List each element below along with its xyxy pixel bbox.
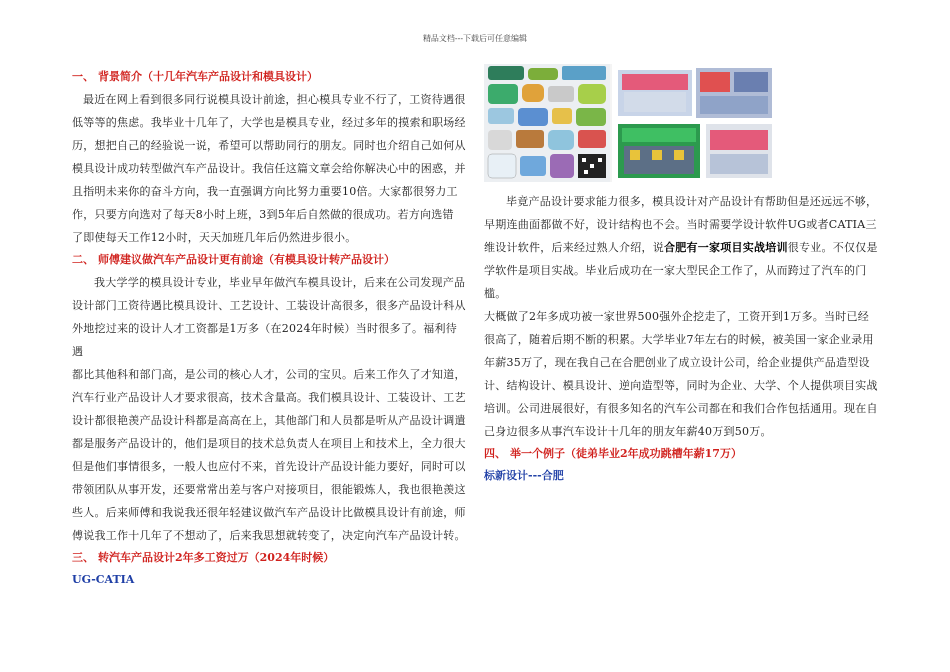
section-2-number: 二、 <box>72 253 94 266</box>
body-line: 维设计软件，后来经过熟人介绍，说合肥有一家项目实战培训很专业。不仅仅是 <box>484 241 878 254</box>
section-4-subheading: 标新设计---合肥 <box>484 469 564 482</box>
body-line: 作，只要方向选对了每天8小时上班，3到5年后自然做的很成功。若方向选错 <box>72 208 454 221</box>
section-1-number: 一、 <box>72 70 94 83</box>
section-2-title: 师傅建议做汽车产品设计更有前途（有模具设计转产品设计） <box>98 253 395 266</box>
body-line: 了即使每天工作12小时，天天加班几年后仍然进步很小。 <box>72 231 357 244</box>
body-line: 最近在网上看到很多同行说模具设计前途，担心模具专业不行了，工资待遇很 <box>83 93 466 106</box>
body-line: 年薪35万了，现在我自己在合肥创业了成立设计公司，给企业提供产品造型设 <box>484 356 870 369</box>
body-line: 学软件是项目实战。毕业后成功在一家大型民企工作了，从而跨过了汽车的门槛。 <box>484 264 867 300</box>
body-line: 低等等的焦虑。我毕业十几年了，大学也是模具专业，经过多年的摸索和职场经 <box>72 116 466 129</box>
body-line: 毕竟产品设计要求能力很多，模具设计对产品设计有帮助但是还远远不够， <box>506 195 878 208</box>
body-line: 汽车行业产品设计人才要求很高，技术含量高。我们模具设计、工装设计、工艺 <box>72 391 466 404</box>
body-line: 历，想把自己的经验说一说，希望可以帮助同行的朋友。同时也介绍自己如何从 <box>72 139 466 152</box>
section-4-heading <box>484 443 880 465</box>
body-line: 培训。公司进展很好，有很多知名的汽车公司都在和我们合作包括通用。现在自 <box>484 402 878 415</box>
section-3-title: 转汽车产品设计2年多工资过万（2024年时候） <box>98 551 335 564</box>
left-column <box>72 66 467 591</box>
body-line: 很高了，随着后期不断的积累。大学毕业7年左右的时候，被美国一家企业录用 <box>484 333 874 346</box>
body-line: 傅说我工作十几年了不想动了，后来我思想就转变了，决定向汽车产品设计转。 <box>72 529 466 542</box>
body-line: 设计部门工资待遇比模具设计、工艺设计、工装设计高很多，很多产品设计科从 <box>72 299 466 312</box>
section-1-heading <box>72 66 467 88</box>
body-line: 计、结构设计、模具设计、逆向造型等，同时为企业、大学、个人提供项目实战 <box>484 379 878 392</box>
page-header: 精品文档---下载后可任意编辑 <box>422 34 528 43</box>
section-4-number: 四、 <box>484 447 506 460</box>
section-4-title: 举一个例子（徒弟毕业2年成功跳槽年薪17万） <box>510 447 742 460</box>
section-2-heading <box>72 249 467 271</box>
body-line: 都比其他科和部门高，是公司的核心人才，公司的宝贝。后来工作久了才知道， <box>72 368 466 381</box>
right-column <box>484 190 880 487</box>
section-1-body <box>72 88 467 249</box>
body-line: 但是他们事情很多，一般人也应付不来，首先设计产品设计能力要好，同时可以 <box>72 460 466 473</box>
body-line: 带领团队从事开发，还要常常出差与客户对接项目，很能锻炼人，我也很艳羡这 <box>72 483 466 496</box>
body-line: 外地挖过来的设计人才工资都是1万多（在2024年时候）当时很多了。福利待遇 <box>72 322 457 358</box>
section-3-number: 三、 <box>72 551 94 564</box>
section-3-subheading: UG-CATIA <box>72 573 135 586</box>
section-2-body <box>72 271 467 547</box>
body-line: 都是服务产品设计的，他们是项目的技术总负责人在项目上和技术上，全力很大 <box>72 437 466 450</box>
body-line: 大概做了2年多成功被一家世界500强外企挖走了，工资开到1万多。当时已经 <box>484 310 869 323</box>
body-line: 己身边很多从事汽车设计十几年的朋友年薪40万到50万。 <box>484 425 772 438</box>
cad-collage-graphic <box>484 64 776 182</box>
section-3-heading <box>72 547 467 569</box>
body-line: 模具设计成功转型做汽车产品设计。我信任这篇文章会给你解决心中的困惑，并 <box>72 162 466 175</box>
body-line: 些人。后来师傅和我说我还很年轻建议做汽车产品设计比做模具设计有前途，师 <box>72 506 466 519</box>
body-line: 设计都很艳羡产品设计科都是高高在上，其他部门和人员都是听从产品设计调遣 <box>72 414 466 427</box>
cad-collage-image <box>484 64 776 182</box>
body-line: 且指明未来你的奋斗方向，我一直强调方向比努力重要10倍。大家都很努力工 <box>72 185 458 198</box>
section-1-title: 背景简介（十几年汽车产品设计和模具设计） <box>98 70 318 83</box>
body-line: 我大学学的模具设计专业，毕业早年做汽车模具设计，后来在公司发现产品 <box>94 276 466 289</box>
bold-phrase: 合肥有一家项目实战培训 <box>664 241 788 254</box>
body-line: 早期连曲面都做不好，设计结构也不会。当时需要学设计软件UG或者CATIA三 <box>484 218 877 231</box>
